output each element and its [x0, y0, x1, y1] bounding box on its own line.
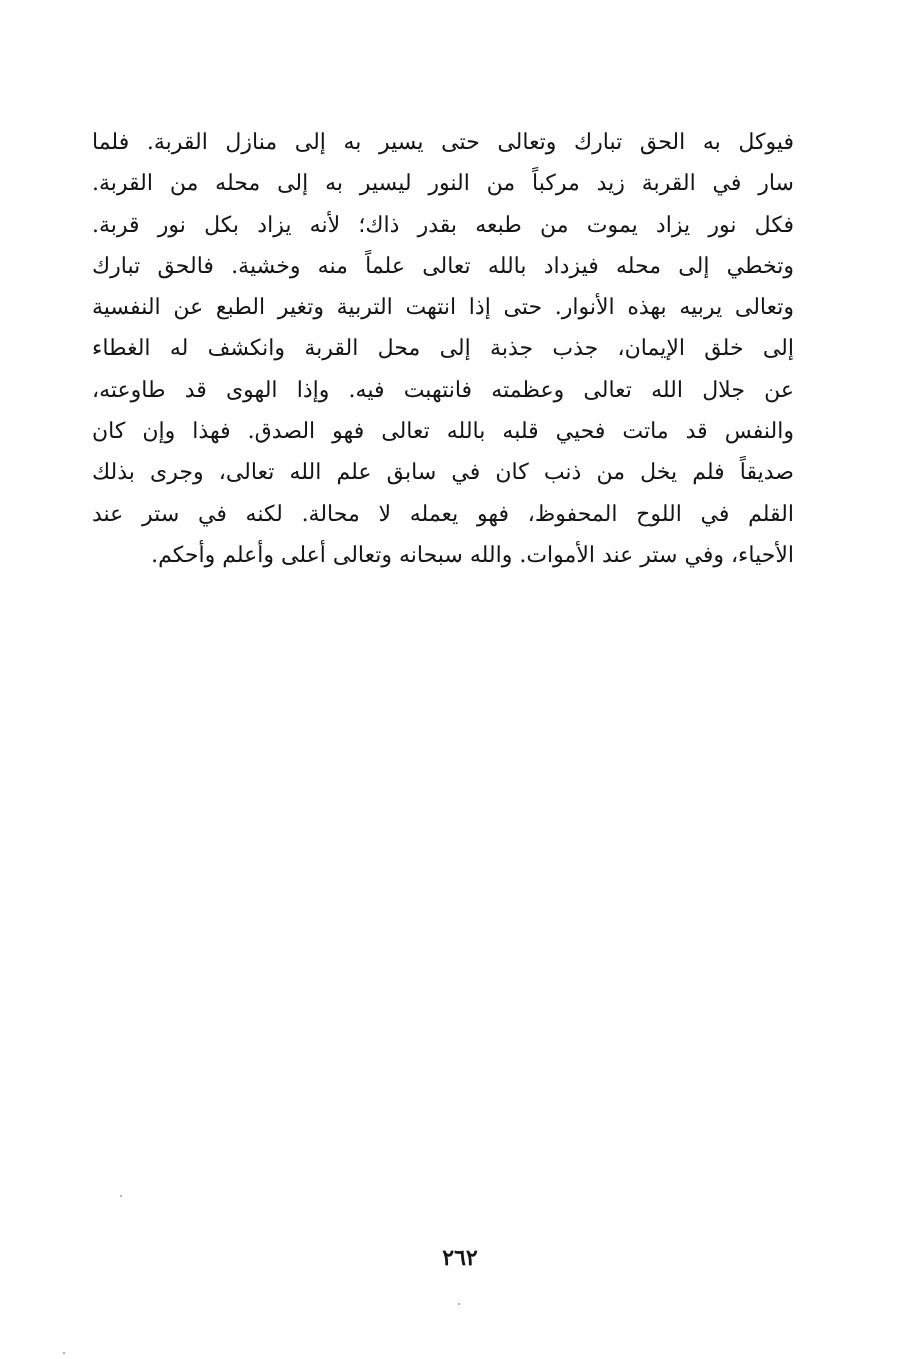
text-line: وتعالى يربيه بهذه الأنوار. حتى إذا انتهت التربية وتغير الطبع عن النفسية [92, 295, 794, 321]
text-line: وتخطي إلى محله فيزداد بالله تعالى علماً منه وخشية. فالحق تبارك [92, 253, 794, 279]
scan-speck [63, 1352, 65, 1354]
text-line: صديقاً فلم يخل من ذنب كان في سابق علم الله تعالى، وجرى بذلك [92, 460, 794, 486]
scan-speck [120, 1195, 122, 1197]
page-number: ٢٦٢ [442, 1245, 478, 1271]
text-line: فكل نور يزاد يموت من طبعه بقدر ذاك؛ لأنه يزاد بكل نور قربة. [92, 212, 794, 238]
text-line: الأحياء، وفي ستر عند الأموات. والله سبحانه وتعالى أعلى وأعلم وأحكم. [151, 542, 794, 568]
text-line: فيوكل به الحق تبارك وتعالى حتى يسير به إلى منازل القربة. فلما [92, 130, 794, 155]
text-line: والنفس قد ماتت فحيي قلبه بالله تعالى فهو الصدق. فهذا وإن كان [92, 419, 794, 445]
scan-speck [458, 1303, 460, 1305]
body-text [92, 122, 794, 576]
text-line: القلم في اللوح المحفوظ، فهو يعمله لا محالة. لكنه في ستر عند [92, 501, 794, 527]
text-line: إلى خلق الإيمان، جذب جذبة إلى محل القربة وانكشف له الغطاء [92, 336, 794, 362]
text-line: عن جلال الله تعالى وعظمته فانتهبت فيه. وإذا الهوى قد طاوعته، [92, 377, 794, 403]
text-line: سار في القربة زيد مركباً من النور ليسير به إلى محله من القربة. [92, 171, 794, 197]
